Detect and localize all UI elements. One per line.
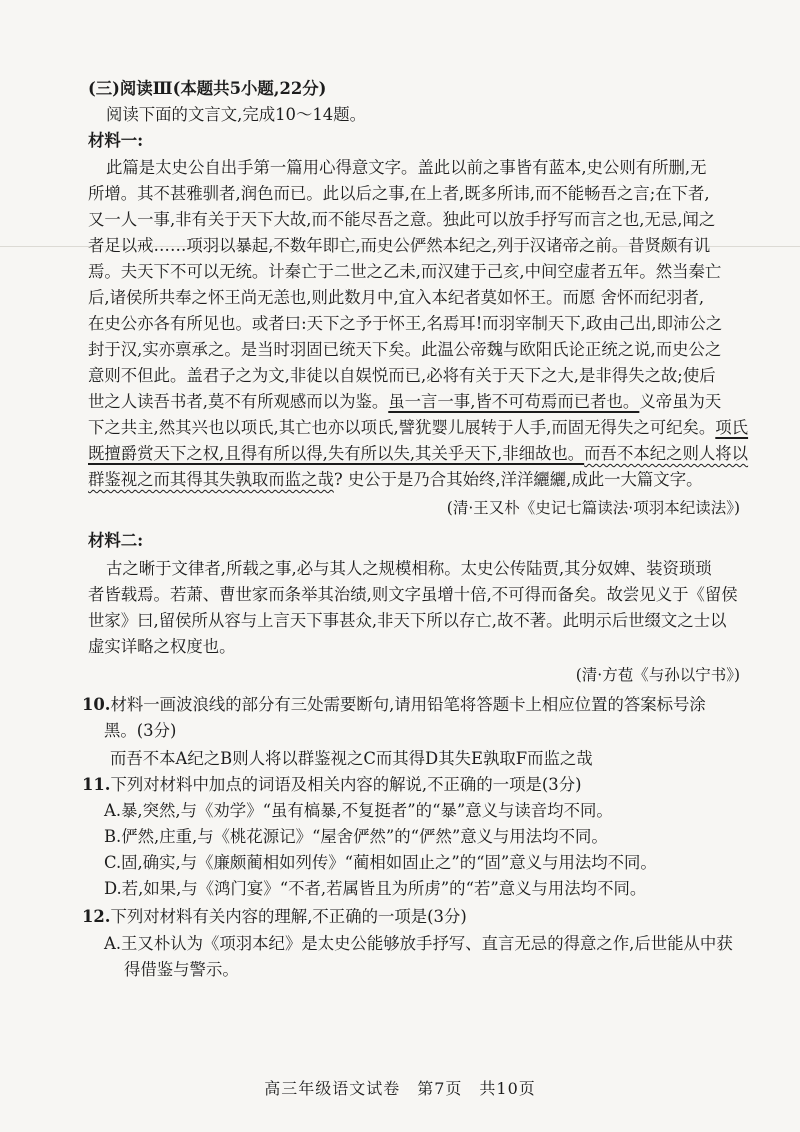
m1-wavy-part-2: 群鉴视之而其得其失孰取而监之哉 <box>88 470 334 489</box>
q11-number: 11. <box>82 775 111 794</box>
q10-text-2: 黑。(3分) <box>104 721 177 740</box>
m1-line-8: 封于汉,实亦禀承之。是当时羽固已统天下矣。此温公帝魏与欧阳氏论正统之说,而史公之 <box>88 340 722 359</box>
m1-line-4: 者足以戒……项羽以暴起,不数年即亡,而史公俨然本纪之,列于汉诸帝之前。昔贤颇有讥 <box>88 236 711 255</box>
m1-line-6: 后,诸侯所共奉之怀王尚无恙也,则此数月中,宜入本纪者莫如怀王。而愿 舍怀而纪羽者, <box>88 288 705 307</box>
m2-source: (清·方苞《与孙以宁书》) <box>575 666 740 684</box>
m1-line-10-tail: 义帝虽为天 <box>639 392 722 411</box>
q11-option-b: B.俨然,庄重,与《桃花源记》“屋舍俨然”的“俨然”意义与用法均不同。 <box>104 827 608 846</box>
q10-stem <box>82 694 722 716</box>
m1-line-1: 此篇是太史公自出手第一篇用心得意文字。盖此以前之事皆有蓝本,史公则有所删,无 <box>106 158 707 177</box>
m1-line-3: 又一人一事,非有关于天下大故,而不能尽吾之意。独此可以放手抒写而言之也,无忌,闻之 <box>88 210 716 229</box>
m1-line-11-underlined: 项氏 <box>715 418 749 437</box>
q11-text: 下列对材料中加点的词语及相关内容的解说,不正确的一项是(3分) <box>110 775 582 794</box>
m1-line-12 <box>88 443 749 465</box>
m1-line-11-text: 下之共主,然其兴也以项氏,其亡也亦以项氏,譬犹婴儿展转于人手,而固无得失之可纪矣。 <box>88 418 716 437</box>
m1-line-11 <box>88 417 749 439</box>
material1-label: 材料一: <box>88 131 144 150</box>
m1-line-10-text: 世之人读吾书者,莫不有所观感而以为鉴。 <box>88 392 389 411</box>
q10-sentence: 而吾不本A纪之B则人将以群鉴视之C而其得D其失E孰取F而监之哉 <box>110 749 593 768</box>
m2-line-3: 世家》曰,留侯所从容与上言天下事甚众,非天下所以存亡,故不著。此明示后世缀文之士以 <box>88 611 727 630</box>
q12-option-a: A.王又朴认为《项羽本纪》是太史公能够放手抒写、直言无忌的得意之作,后世能从中获 <box>104 934 733 953</box>
section-title: (三)阅读Ⅲ(本题共5小题,22分) <box>88 79 327 98</box>
m1-line-7: 在史公亦各有所见也。或者曰:天下之予于怀王,名焉耳!而羽宰制天下,政由己出,即沛公之 <box>88 314 723 333</box>
m1-wavy-part-1: 而吾不本纪之则人将以 <box>584 444 749 463</box>
instruction: 阅读下面的文言文,完成10～14题。 <box>106 105 367 124</box>
material2-label: 材料二: <box>88 531 144 550</box>
m2-line-2: 者皆载焉。若萧、曹世家而条举其治绩,则文字虽增十倍,不可得而备矣。故尝见义于《留侯 <box>88 585 738 604</box>
m1-line-2: 所增。其不甚雅驯者,润色而已。此以后之事,在上者,既多所讳,而不能畅吾之言;在下者, <box>88 184 710 203</box>
m2-line-4: 虚实详略之权度也。 <box>88 637 236 656</box>
m2-line-1: 古之晰于文律者,所载之事,必与其人之规模相称。太史公传陆贾,其分奴婢、装资琐琐 <box>106 559 712 578</box>
q11-option-a: A.暴,突然,与《劝学》“虽有槁暴,不复挺者”的“暴”意义与读音均不同。 <box>104 801 613 820</box>
m1-line-13-tail: ? 史公于是乃合其始终,洋洋纚纚,成此一大篇文字。 <box>333 470 703 489</box>
m1-line-9: 意则不但此。盖君子之为文,非徒以自娱悦而已,必将有关于天下之大,是非得失之故;使后 <box>88 366 716 385</box>
q11-stem <box>82 774 722 796</box>
q11-option-d: D.若,如果,与《鸿门宴》“不者,若属皆且为所虏”的“若”意义与用法均不同。 <box>104 879 647 898</box>
m1-line-12-underlined: 既擅爵赏天下之权,且得有所以得,失有所以失,其关乎天下,非细故也。 <box>88 444 585 463</box>
q10-number: 10. <box>82 695 111 714</box>
q11-option-c: C.固,确实,与《廉颇蔺相如列传》“蔺相如固止之”的“固”意义与用法均不同。 <box>104 853 657 872</box>
m1-line-5: 焉。夫天下不可以无统。计秦亡于二世之乙未,而汉建于己亥,中间空虚者五年。然当秦亡 <box>88 262 722 281</box>
q10-text: 材料一画波浪线的部分有三处需要断句,请用铅笔将答题卡上相应位置的答案标号涂 <box>110 695 706 714</box>
m1-underlined-sentence: 虽一言一事,皆不可苟焉而已者也。 <box>388 392 640 411</box>
m1-line-13 <box>88 469 728 491</box>
m1-line-10 <box>88 391 728 413</box>
q12-number: 12. <box>82 907 111 926</box>
m1-source: (清·王又朴《史记七篇读法·项羽本纪读法》) <box>446 499 740 517</box>
q12-stem <box>82 906 722 928</box>
q12-option-a-cont: 得借鉴与警示。 <box>124 960 239 979</box>
q12-text: 下列对材料有关内容的理解,不正确的一项是(3分) <box>110 907 467 926</box>
page-footer: 高三年级语文试卷 第7页 共10页 <box>264 1079 536 1098</box>
